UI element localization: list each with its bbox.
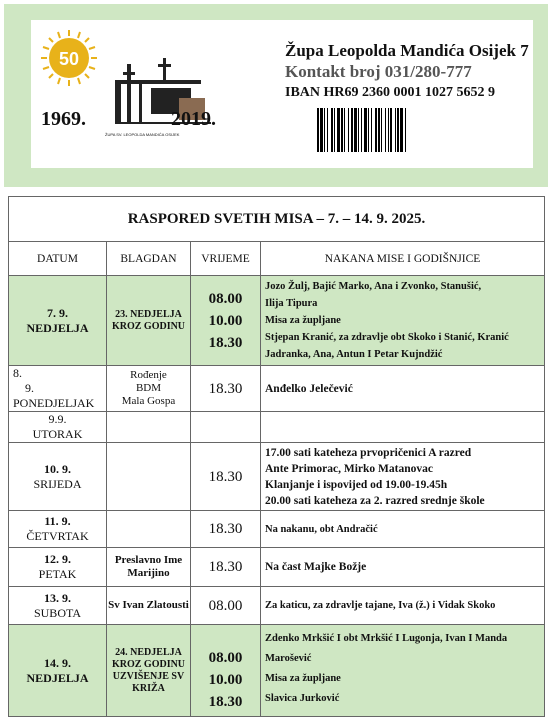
table-row (9, 548, 545, 587)
table-row (9, 412, 545, 443)
feast-cell (107, 443, 191, 511)
date-cell (9, 587, 107, 625)
day-name: UTORAK (32, 427, 83, 441)
table-row (9, 443, 545, 511)
feast-line: Mala Gospa (121, 395, 176, 407)
feast-cell: 23. NEDJELJA KROZ GODINU (107, 276, 191, 366)
parish-name: Župa Leopolda Mandića Osijek 7 (285, 41, 529, 60)
year-start: 1969. (41, 108, 86, 130)
intention-line: Jadranka, Ana, Antun I Petar Kujndžić (265, 349, 443, 360)
date-day-part: 8. (13, 366, 22, 380)
table-row (9, 511, 545, 548)
intention-line: Marošević (265, 653, 312, 664)
date-cell (9, 443, 107, 511)
day-name: PONEDJELJAK (13, 396, 95, 410)
date-number: 13. 9. (44, 590, 71, 605)
table-title-row (9, 197, 545, 242)
day-name: SRIJEDA (33, 476, 82, 491)
date-cell (9, 625, 107, 717)
intention-line: Zdenko Mrkšić I obt Mrkšić I Lugonja, Ivan I Manda (265, 633, 508, 644)
time-cell: 18.30 (191, 366, 261, 412)
day-name: NEDJELJA (26, 670, 89, 685)
intention-cell (261, 412, 545, 443)
time-value: 10.00 (208, 671, 243, 688)
intention-cell: Na nakanu, obt Andračić (261, 511, 545, 548)
time-value: 10.00 (208, 312, 243, 329)
date-cell (9, 276, 107, 366)
header-intention: NAKANA MISE I GODIŠNJICE (261, 242, 545, 276)
day-name: PETAK (38, 567, 77, 581)
time-cell: 18.30 (191, 548, 261, 587)
date-number: 10. 9. (44, 461, 71, 476)
table-header-row (9, 242, 545, 276)
header-time: VRIJEME (191, 242, 261, 276)
table-row (9, 587, 545, 625)
header-feast: BLAGDAN (107, 242, 191, 276)
time-value: 18.30 (208, 334, 243, 351)
day-name: ČETVRTAK (26, 529, 89, 543)
feast-cell: Preslavno Ime Marijino (107, 548, 191, 587)
date-number: 11. 9. (44, 514, 71, 528)
feast-line: BDM (135, 382, 162, 394)
feast-cell (107, 366, 191, 412)
intention-line: Jozo Žulj, Bajić Marko, Ana i Zvonko, Stanušić, (265, 281, 482, 292)
date-cell (9, 366, 107, 412)
table-row (9, 276, 545, 366)
time-value: 18.30 (208, 693, 243, 710)
header-banner (4, 4, 548, 187)
parish-info (285, 40, 529, 103)
intention-line: Klanjanje i ispovijed od 19.00-19.45h (265, 478, 448, 491)
header-card (31, 20, 533, 168)
feast-cell (107, 412, 191, 443)
svg-text:50: 50 (58, 49, 80, 69)
parish-logo (39, 28, 219, 138)
date-cell (9, 511, 107, 548)
barcode-bar (406, 108, 407, 152)
intention-line: Ante Primorac, Mirko Matanovac (265, 462, 433, 475)
time-cell: 08.00 (191, 587, 261, 625)
intention-cell (261, 443, 545, 511)
date-number: 12. 9. (44, 552, 71, 566)
day-name: NEDJELJA (26, 320, 89, 335)
contact-number: Kontakt broj 031/280-777 (285, 62, 472, 81)
intention-line: Misa za župljane (265, 673, 341, 684)
intention-line: Stjepan Kranić, za zdravlje obt Skoko i Stanić, Kranić (265, 332, 509, 343)
time-value: 08.00 (208, 290, 243, 307)
feast-cell (107, 511, 191, 548)
time-cell: 18.30 (191, 443, 261, 511)
date-number: 7. 9. (47, 305, 68, 320)
table-row (9, 366, 545, 412)
logo-caption: ŽUPA SV. LEOPOLDA MANDIĆA OSIJEK (105, 132, 180, 137)
date-number: 14. 9. (44, 655, 71, 670)
time-cell (191, 625, 261, 717)
table-row (9, 625, 545, 717)
feast-cell: 24. NEDJELJA KROZ GODINU UZVIŠENJE SV KRIŽA (107, 625, 191, 717)
qr-barcode-icon (317, 108, 473, 152)
feast-cell: Sv Ivan Zlatousti (107, 587, 191, 625)
time-cell (191, 276, 261, 366)
day-name: SUBOTA (33, 605, 82, 620)
intention-cell: Anđelko Jelečević (261, 366, 545, 412)
intention-cell: Za katicu, za zdravlje tajane, Iva (ž.) i Vidak Skoko (261, 587, 545, 625)
intention-cell: Na čast Majke Božje (261, 548, 545, 587)
mass-schedule-table (8, 196, 545, 717)
intention-line: Ilija Tipura (265, 298, 318, 309)
feast-line: Rođenje (130, 369, 167, 381)
intention-line: Slavica Jurković (265, 693, 340, 704)
date-month-part: 9. (25, 381, 34, 395)
time-value: 08.00 (208, 649, 243, 666)
intention-cell (261, 276, 545, 366)
date-cell (9, 412, 107, 443)
date-cell (9, 548, 107, 587)
intention-line: 17.00 sati kateheza prvopričenici A razred (265, 446, 472, 459)
intention-cell (261, 625, 545, 717)
year-end: 2019. (171, 108, 216, 130)
time-cell (191, 412, 261, 443)
date-number: 9.9. (48, 412, 67, 426)
time-cell: 18.30 (191, 511, 261, 548)
intention-line: Misa za župljane (265, 315, 341, 326)
intention-line: 20.00 sati kateheza za 2. razred srednje škole (265, 494, 485, 507)
schedule-title: RASPORED SVETIH MISA – 7. – 14. 9. 2025. (9, 197, 545, 242)
iban-text: IBAN HR69 2360 0001 1027 5652 9 (285, 85, 496, 100)
header-date: DATUM (9, 242, 107, 276)
